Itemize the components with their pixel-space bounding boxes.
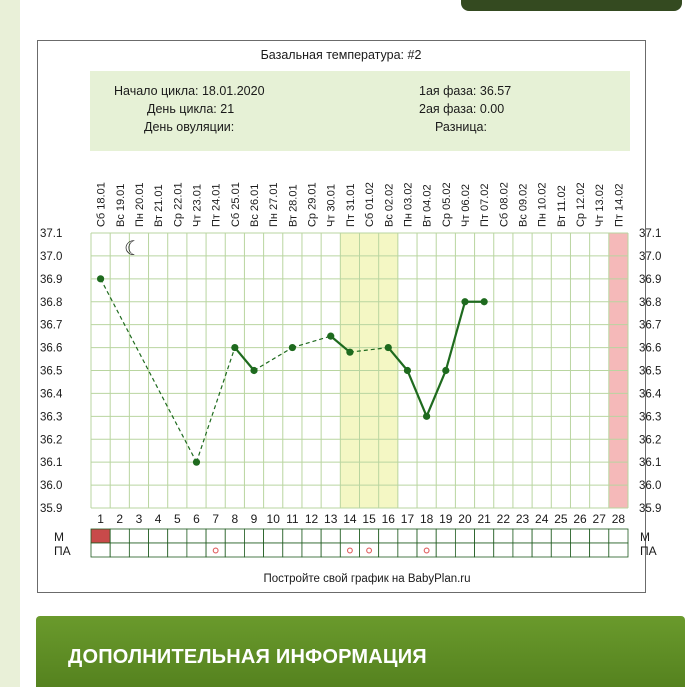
y-tick-label-right: 37.1 (639, 228, 662, 240)
m-row-cell (455, 529, 474, 543)
cycle-start-text: Начало цикла: 18.01.2020 (114, 84, 265, 98)
y-tick-label-left: 36.1 (40, 457, 63, 470)
day-number-label: 26 (573, 512, 587, 526)
temperature-line-segment (254, 348, 292, 371)
date-label: Вс 09.02 (517, 183, 530, 227)
difference-text: Разница: (435, 120, 487, 134)
day-number-label: 17 (400, 512, 415, 526)
pa-row-cell (513, 543, 532, 557)
day-number-label: 27 (592, 512, 606, 526)
m-row-cell (244, 529, 263, 543)
date-label: Чт 13.02 (594, 184, 607, 227)
pa-row-cell (417, 543, 436, 557)
pa-row-cell (379, 543, 398, 557)
day-number-label: 22 (496, 512, 511, 526)
y-tick-label-left: 36.4 (40, 388, 63, 401)
pa-row-cell (302, 543, 321, 557)
m-row-cell (532, 529, 551, 543)
m-row-cell (436, 529, 455, 543)
date-label: Пт 31.01 (344, 183, 357, 227)
top-action-button[interactable] (461, 0, 682, 11)
y-tick-label-left: 37.0 (40, 250, 63, 263)
date-label: Пн 10.02 (536, 182, 549, 227)
date-label: Ср 05.02 (440, 182, 453, 227)
pa-row-cell (91, 543, 110, 557)
pa-row-cell (455, 543, 474, 557)
m-row-cell (264, 529, 283, 543)
day-number-label: 19 (439, 512, 453, 526)
day-number-label: 1 (97, 512, 104, 526)
y-tick-label-right: 36.6 (639, 342, 662, 355)
date-label: Ср 29.01 (306, 182, 319, 227)
day-number-label: 23 (515, 512, 530, 526)
date-label: Чт 06.02 (459, 184, 472, 227)
pa-row-cell (570, 543, 589, 557)
pa-row-cell (149, 543, 168, 557)
date-label: Чт 30.01 (325, 184, 338, 227)
row-label-pa-right: ПА (640, 544, 657, 558)
additional-info-title: ДОПОЛНИТЕЛЬНАЯ ИНФОРМАЦИЯ (68, 646, 427, 668)
cycle-day-text: День цикла: 21 (147, 102, 235, 116)
day-number-label: 18 (419, 512, 434, 526)
day-number-label: 4 (154, 512, 162, 526)
m-row-cell (302, 529, 321, 543)
date-label: Сб 25.01 (229, 182, 242, 227)
y-tick-label-left: 36.2 (40, 434, 63, 447)
day-number-label: 16 (381, 512, 395, 526)
date-label: Пт 07.02 (479, 183, 492, 227)
m-row-cell (91, 529, 110, 543)
pa-row-cell (475, 543, 494, 557)
temperature-point (385, 344, 392, 351)
day-number-label: 11 (286, 512, 299, 526)
pa-row-cell (168, 543, 187, 557)
y-tick-label-left: 36.5 (40, 365, 63, 378)
bbt-chart-svg (38, 41, 662, 592)
temperature-point (289, 344, 296, 351)
m-row-cell (570, 529, 589, 543)
day-number-label: 6 (193, 512, 200, 526)
m-row-cell (475, 529, 494, 543)
temperature-point (461, 298, 468, 305)
temperature-point (97, 275, 104, 282)
m-row-cell (398, 529, 417, 543)
m-row-cell (417, 529, 436, 543)
left-side-strip (0, 0, 20, 687)
date-label: Вт 11.02 (555, 185, 568, 227)
m-row-cell (321, 529, 340, 543)
y-tick-label-right: 37.0 (639, 250, 662, 263)
pa-row-cell (206, 543, 225, 557)
y-tick-label-right: 36.4 (639, 388, 662, 401)
pa-row-cell (340, 543, 359, 557)
moon-icon: ☾ (123, 238, 142, 260)
chart-title: Базальная температура: #2 (260, 48, 422, 62)
y-tick-label-right: 35.9 (639, 503, 662, 515)
temperature-point (327, 333, 334, 340)
y-tick-label-left: 36.8 (40, 296, 63, 309)
m-row-cell (551, 529, 570, 543)
date-label: Вт 21.01 (153, 184, 166, 227)
y-tick-label-right: 36.9 (639, 273, 662, 286)
m-row-cell (340, 529, 359, 543)
pa-row-cell (283, 543, 302, 557)
y-tick-label-left: 36.6 (40, 342, 63, 355)
date-label: Пт 24.01 (210, 183, 223, 227)
m-row-cell (225, 529, 244, 543)
day-number-label: 20 (458, 512, 472, 526)
y-tick-label-right: 36.8 (639, 296, 662, 309)
day-number-label: 28 (611, 512, 626, 526)
day-number-label: 7 (212, 512, 220, 526)
y-tick-label-right: 36.2 (639, 434, 662, 447)
pa-row-cell (129, 543, 148, 557)
temperature-point (481, 298, 488, 305)
temperature-point (250, 367, 257, 374)
m-row-cell (168, 529, 187, 543)
date-label: Ср 22.01 (172, 182, 185, 227)
pa-row-cell (609, 543, 628, 557)
phase1-text: 1ая фаза: 36.57 (419, 84, 512, 98)
bbt-chart-panel (37, 40, 662, 593)
m-row-cell (206, 529, 225, 543)
m-row-cell (494, 529, 513, 543)
row-label-m-right: М (640, 530, 650, 544)
day-number-label: 21 (477, 512, 491, 526)
pa-row-cell (436, 543, 455, 557)
date-label: Вс 02.02 (383, 183, 396, 227)
date-label: Вт 04.02 (421, 184, 434, 227)
day-number-label: 3 (135, 512, 143, 526)
m-row-cell (379, 529, 398, 543)
m-row-cell (110, 529, 129, 543)
y-tick-label-left: 36.0 (40, 480, 63, 493)
pa-row-cell (225, 543, 244, 557)
pa-row-cell (110, 543, 129, 557)
day-number-label: 24 (535, 512, 549, 526)
y-tick-label-right: 36.0 (639, 480, 662, 493)
row-label-m-left: М (54, 530, 64, 544)
m-row-cell (513, 529, 532, 543)
date-label: Сб 08.02 (498, 182, 511, 227)
temperature-point (442, 367, 449, 374)
footer-link[interactable]: Постройте свой график на BabyPlan.ru (263, 573, 471, 585)
pa-row-cell (187, 543, 206, 557)
pa-row-cell (398, 543, 417, 557)
temperature-point (346, 349, 353, 356)
y-tick-label-right: 36.3 (639, 411, 662, 424)
pa-row-cell (551, 543, 570, 557)
y-tick-label-left: 37.1 (40, 228, 63, 240)
temperature-point (193, 459, 200, 466)
day-number-label: 15 (362, 512, 376, 526)
temperature-point (423, 413, 430, 420)
date-label: Вт 28.01 (287, 184, 300, 227)
ovulation-day-text: День овуляции: (144, 120, 235, 134)
day-number-label: 5 (173, 512, 181, 526)
date-label: Пн 03.02 (402, 182, 415, 227)
day-number-label: 13 (324, 512, 338, 526)
y-tick-label-right: 36.1 (639, 457, 662, 470)
date-label: Вс 26.01 (249, 183, 262, 227)
day-number-label: 2 (116, 512, 124, 526)
y-tick-label-left: 36.3 (40, 411, 63, 424)
row-label-pa-left: ПА (54, 544, 71, 558)
date-label: Пн 27.01 (268, 182, 281, 227)
y-tick-label-right: 36.7 (639, 319, 662, 332)
day-number-label: 12 (304, 512, 319, 526)
day-number-label: 8 (231, 512, 239, 526)
m-row-cell (590, 529, 609, 543)
m-row-cell (609, 529, 628, 543)
date-label: Пн 20.01 (133, 182, 146, 227)
day-number-label: 25 (554, 512, 568, 526)
date-label: Ср 12.02 (575, 182, 588, 227)
date-label: Сб 01.02 (364, 182, 377, 227)
pa-row-cell (244, 543, 263, 557)
phase2-text: 2ая фаза: 0.00 (419, 102, 505, 116)
pa-row-cell (360, 543, 379, 557)
pa-row-cell (264, 543, 283, 557)
m-row-cell (149, 529, 168, 543)
additional-info-header[interactable] (36, 616, 685, 687)
day-number-label: 14 (343, 512, 357, 526)
pa-row-cell (590, 543, 609, 557)
day-number-label: 9 (250, 512, 258, 526)
day-number-label: 10 (266, 512, 280, 526)
temperature-line-segment (292, 336, 330, 347)
pa-row-cell (321, 543, 340, 557)
m-row-cell (283, 529, 302, 543)
date-label: Сб 18.01 (95, 182, 108, 227)
temperature-line-segment (196, 348, 234, 463)
pa-row-cell (532, 543, 551, 557)
m-row-cell (187, 529, 206, 543)
y-tick-label-left: 36.7 (40, 319, 63, 332)
y-tick-label-left: 36.9 (40, 273, 63, 286)
m-row-cell (129, 529, 148, 543)
y-tick-label-left: 35.9 (40, 503, 63, 515)
date-label: Вс 19.01 (114, 183, 127, 227)
y-tick-label-right: 36.5 (639, 365, 662, 378)
pa-row-cell (494, 543, 513, 557)
temperature-point (404, 367, 411, 374)
date-label: Чт 23.01 (191, 184, 204, 227)
date-label: Пт 14.02 (613, 183, 626, 227)
temperature-point (231, 344, 238, 351)
m-row-cell (360, 529, 379, 543)
